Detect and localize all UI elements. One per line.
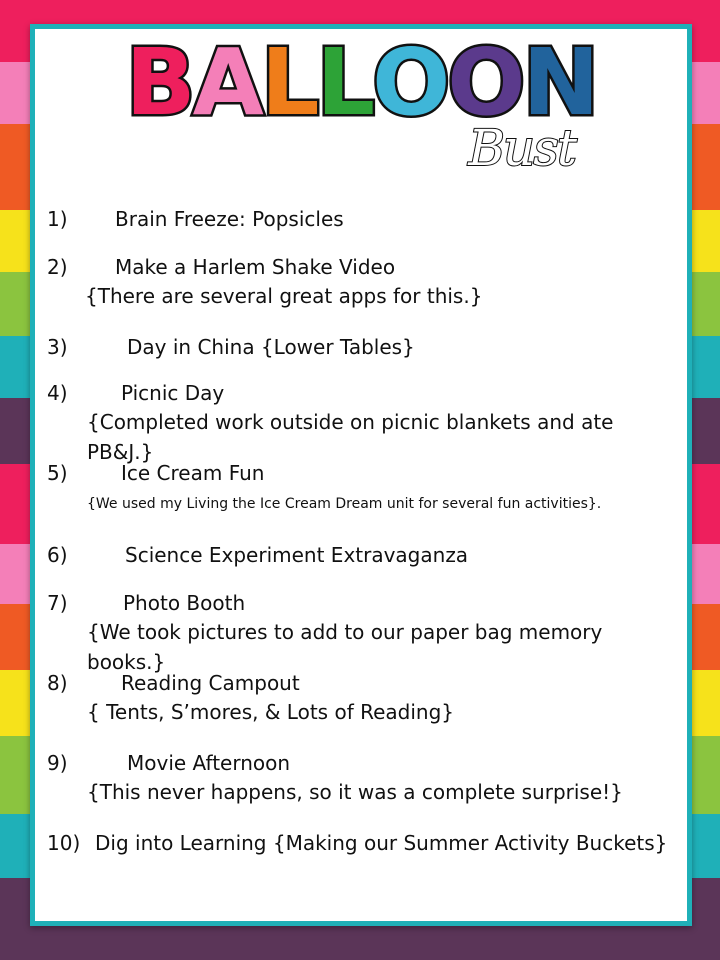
page-subtitle: Bust [468, 119, 575, 177]
item-number: 1) [47, 207, 68, 231]
list-item [47, 589, 677, 674]
list-item [47, 749, 677, 829]
item-note: {Completed work outside on picnic blankets and ate PB&J.} [87, 410, 614, 464]
item-number: 4) [47, 381, 68, 405]
list-item [47, 379, 677, 464]
item-note: {We used my Living the Ice Cream Dream unit for several fun activities}. [87, 496, 602, 512]
title-letter: A [192, 29, 261, 136]
list-item [47, 541, 677, 589]
item-text: Picnic Day [121, 381, 225, 405]
item-text: Dig into Learning {Making our Summer Activity Buckets} [95, 831, 668, 855]
item-note: { Tents, S’mores, & Lots of Reading} [87, 700, 454, 724]
item-text: Movie Afternoon [127, 751, 291, 775]
list-item [47, 459, 677, 541]
activity-list [47, 205, 677, 877]
item-number: 10) [47, 831, 81, 855]
item-note: {This never happens, so it was a complete surprise!} [87, 780, 623, 804]
item-text: Science Experiment Extravaganza [125, 543, 469, 567]
item-text: Ice Cream Fun [121, 461, 265, 485]
list-item [47, 205, 677, 253]
item-text: Day in China {Lower Tables} [127, 335, 415, 359]
title-letter: O [447, 29, 523, 136]
list-item [47, 829, 677, 877]
title-word-balloon [125, 29, 597, 136]
item-number: 8) [47, 671, 68, 695]
title-letter: N [522, 29, 597, 136]
item-number: 6) [47, 543, 68, 567]
title-letter: O [372, 29, 448, 136]
title-letter: L [316, 29, 373, 136]
title-letter: L [260, 29, 317, 136]
title-letter: B [125, 29, 193, 136]
item-text: Brain Freeze: Popsicles [115, 207, 344, 231]
item-number: 9) [47, 751, 68, 775]
item-number: 3) [47, 335, 68, 359]
item-number: 5) [47, 461, 68, 485]
list-item [47, 669, 677, 749]
list-card [30, 24, 692, 926]
page-title [35, 29, 687, 136]
item-number: 2) [47, 255, 68, 279]
list-item [47, 333, 677, 379]
item-text: Make a Harlem Shake Video [115, 255, 396, 279]
list-item [47, 253, 677, 333]
item-note: {We took pictures to add to our paper bag memory books.} [87, 620, 603, 674]
item-number: 7) [47, 591, 68, 615]
item-text: Reading Campout [121, 671, 300, 695]
item-note: {There are several great apps for this.} [85, 284, 483, 308]
item-text: Photo Booth [123, 591, 246, 615]
